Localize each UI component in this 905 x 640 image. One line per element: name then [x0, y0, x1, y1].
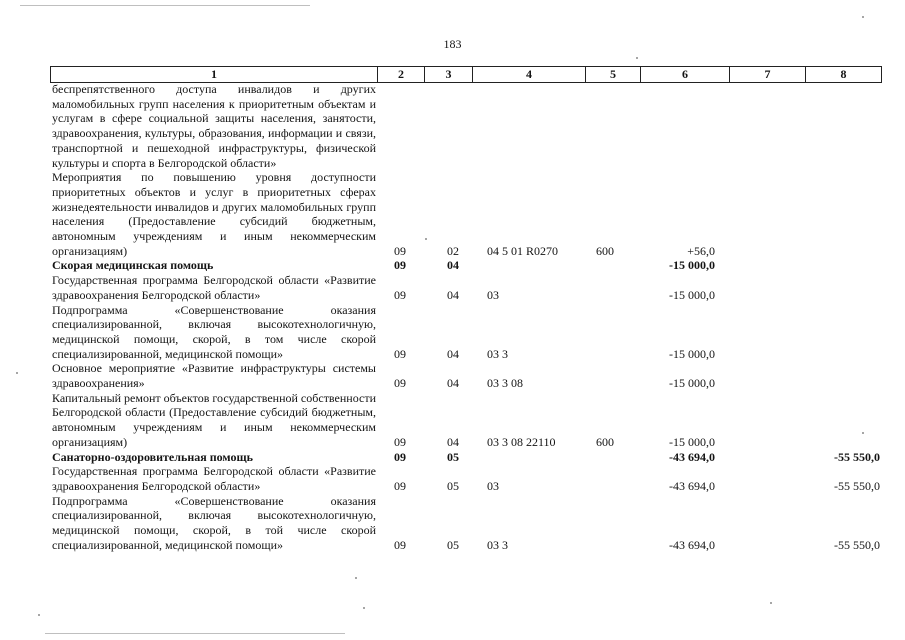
cell-col-2: 09 [394, 376, 406, 391]
cell-col-5: 600 [596, 434, 614, 449]
row-description: Подпрограмма «Совершенствование оказания специализированной, включая высокотехнологичную, медицинской помощи, скорой, в том числе скорой специализированной, медицинской помощи» [52, 302, 376, 361]
row-description: Мероприятия по повышению уровня доступности приоритетных объектов и услуг в приоритетных сферах жизнедеятельности инвалидов и других маломобильных групп населения (Предоставление субсидий бюджетным, автономным учреждениям и иным некоммерческим организациям) [52, 170, 376, 258]
row-description: Государственная программа Белгородской области «Развитие здравоохранения Белгородской области» [52, 464, 376, 493]
cell-col-6: -43 694,0 [669, 537, 715, 552]
cell-col-4: 03 3 [487, 346, 508, 361]
header-col-2: 2 [377, 67, 424, 82]
cell-col-4: 03 [487, 478, 499, 493]
row-description: Санаторно-оздоровительная помощь [52, 449, 253, 464]
table-row [50, 494, 882, 553]
cell-col-4: 03 3 08 [487, 376, 523, 391]
scan-edge-bottom [45, 633, 345, 634]
table-row [50, 258, 882, 273]
scan-speck [636, 57, 638, 59]
cell-col-6: -15 000,0 [669, 287, 715, 302]
cell-col-6: -15 000,0 [669, 346, 715, 361]
header-col-5: 5 [585, 67, 640, 82]
row-description: беспрепятственного доступа инвалидов и других маломобильных групп населения к приоритетным объектам и услугам в сфере социальной защиты населения, занятости, здравоохранения, культуры, образования, информации и связи, транспортной и пешеходной инфраструктуры, физической культуры и спорта в Белгородской области» [52, 82, 376, 170]
cell-col-6: -15 000,0 [669, 434, 715, 449]
cell-col-2: 09 [394, 478, 406, 493]
header-col-1: 1 [211, 67, 217, 81]
row-description: Капитальный ремонт объектов государственной собственности Белгородской области (Предоставление субсидий бюджетным, автономным учреждениям и иным некоммерческим организациям) [52, 390, 376, 449]
scan-speck [355, 577, 357, 579]
cell-col-2: 09 [394, 346, 406, 361]
page-number: 183 [443, 37, 462, 51]
cell-col-3: 05 [447, 478, 459, 493]
table-header [50, 66, 882, 83]
cell-col-3: 04 [447, 434, 459, 449]
header-col-7: 7 [729, 67, 805, 82]
cell-col-3: 02 [447, 243, 459, 258]
cell-col-5: 600 [596, 243, 614, 258]
cell-col-6: -43 694,0 [669, 478, 715, 493]
scan-speck [862, 16, 864, 18]
cell-col-8: -55 550,0 [834, 449, 880, 464]
header-col-3: 3 [424, 67, 472, 82]
cell-col-3: 04 [447, 258, 459, 273]
row-description: Подпрограмма «Совершенствование оказания специализированной, включая высокотехнологичную, медицинской помощи, скорой, в той числе скорой специализированной, медицинской помощи» [52, 493, 376, 552]
row-description: Скорая медицинская помощь [52, 258, 214, 273]
scan-speck [16, 372, 18, 374]
table-row [50, 82, 882, 170]
header-col-6: 6 [640, 67, 729, 82]
cell-col-3: 04 [447, 346, 459, 361]
table-row [50, 170, 882, 258]
table-row [50, 361, 882, 390]
cell-col-8: -55 550,0 [834, 478, 880, 493]
cell-col-8: -55 550,0 [834, 537, 880, 552]
scan-speck [38, 614, 40, 616]
scan-speck [770, 602, 772, 604]
cell-col-2: 09 [394, 449, 406, 464]
scan-speck [862, 432, 864, 434]
scan-speck [363, 607, 365, 609]
cell-col-4: 04 5 01 R0270 [487, 243, 559, 258]
cell-col-3: 05 [447, 537, 459, 552]
cell-col-3: 04 [447, 287, 459, 302]
cell-col-2: 09 [394, 243, 406, 258]
scan-speck [425, 238, 427, 240]
cell-col-2: 09 [394, 258, 406, 273]
cell-col-4: 03 3 [487, 537, 508, 552]
cell-col-2: 09 [394, 434, 406, 449]
table-body [50, 82, 882, 553]
cell-col-6: +56,0 [687, 243, 715, 258]
table-row [50, 464, 882, 493]
header-col-4: 4 [472, 67, 585, 82]
cell-col-3: 05 [447, 449, 459, 464]
cell-col-6: -15 000,0 [669, 258, 715, 273]
table-row [50, 303, 882, 362]
header-col-8: 8 [805, 67, 881, 82]
table-row [50, 391, 882, 450]
row-description: Основное мероприятие «Развитие инфраструктуры системы здравоохранения» [52, 361, 376, 391]
cell-col-4: 03 [487, 287, 499, 302]
cell-col-6: -15 000,0 [669, 376, 715, 391]
cell-col-2: 09 [394, 287, 406, 302]
cell-col-6: -43 694,0 [669, 449, 715, 464]
cell-col-4: 03 3 08 22110 [487, 434, 556, 449]
row-description: Государственная программа Белгородской области «Развитие здравоохранения Белгородской области» [52, 273, 376, 302]
cell-col-2: 09 [394, 537, 406, 552]
scan-edge-top [20, 5, 310, 6]
cell-col-3: 04 [447, 376, 459, 391]
table-row [50, 273, 882, 302]
table-row [50, 450, 882, 465]
